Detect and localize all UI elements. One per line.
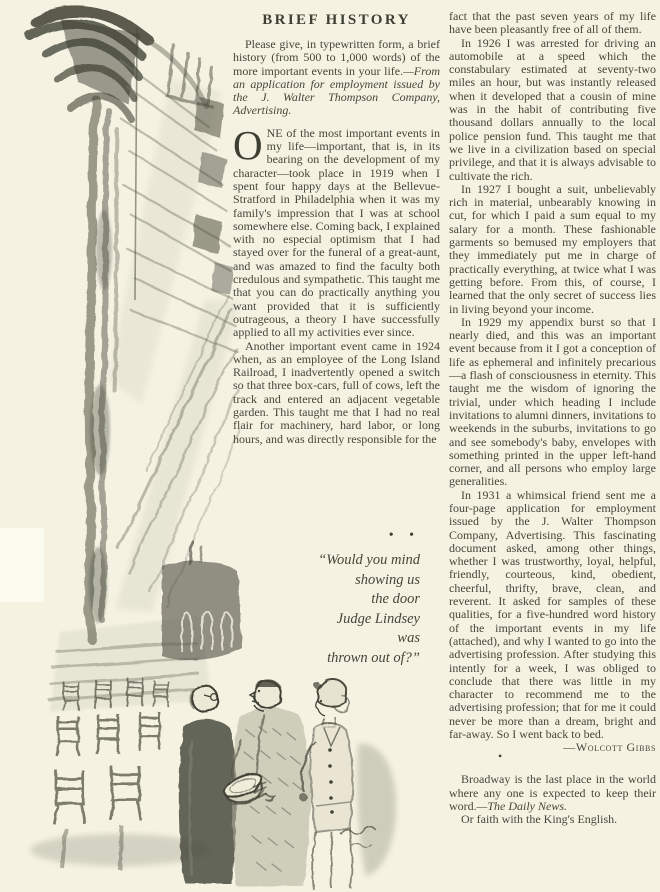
caption-line: showing us bbox=[355, 571, 420, 588]
caption-line: the door bbox=[371, 591, 420, 607]
epigraph bbox=[233, 38, 440, 118]
section-dot-separator: • bbox=[498, 749, 503, 764]
paragraph-1926: In 1926 I was arrested for driving an automobile at a speed which the constabulary estimated at seventy-two miles an hour, but was instantly released when it developed that a cousin of mine was in the habit of contributing five thousand dollars annually to the local police pension fund. This taught me that we live in a civilization based on special privilege, and that it is always advisable to cultivate the rich. bbox=[449, 35, 656, 183]
caption-line: was bbox=[397, 630, 420, 646]
drop-cap: O bbox=[233, 121, 263, 168]
newsbreak-followup: Or faith with the King's English. bbox=[461, 812, 618, 827]
column-right bbox=[449, 10, 656, 827]
woman-figure bbox=[299, 679, 396, 890]
author-byline: —Wolcott Gibbs bbox=[563, 740, 656, 755]
paragraph-1929: In 1929 my appendix burst so that I nearly died, and this was an important event because from it I got a conception of life as ephemeral and infinitely precarious—a flash of consciousness in eternity. This taught me the wisdom of ignoring the trivial, under which heading I include invitations to alumni dinners, invitations to weekends in the suburbs, invitations to go and see somebody's baby, envelopes with something printed in the upper left-hand corner, and all persons who employ large generalities. bbox=[449, 314, 656, 489]
caption-line: Judge Lindsey bbox=[336, 610, 420, 627]
paragraph-one bbox=[233, 121, 440, 340]
tweed-man-figure bbox=[221, 680, 310, 886]
paragraph-1931-text: In 1931 a whimsical friend sent me a four-page application for employment issued by the J. Walter Thompson Company, Advertising. This fascinating document asked, among other things, whether I was trustworthy, loyal, helpful, friendly, courteous, kind, obedient, cheerful, thrifty, brave, clean, and reverent. It asked for samples of these qualities, for a five-hundred word history of the important events in my life (attached), and why I wanted to go into the advertising profession. After studying this intently for a week, I was obliged to conclude that there was little in my character to recommend me to the advertising profession; that for me it could never be more than a dream, bright and far-away. So I went back to bed. bbox=[449, 487, 656, 742]
epigraph-source: —From an application for employment issued by the J. Walter Thompson Company, Advertising. bbox=[233, 63, 440, 118]
caption-line: “Would you mind bbox=[318, 552, 420, 568]
newsbreak-source: —The Daily News. bbox=[476, 798, 568, 813]
caption-dots: • • bbox=[388, 528, 420, 543]
paragraph-one-text: NE of the most important events in my life—important, that is, in its bearing on the development of my character—took place in 1919 when I spent four happy days at the Bellevue-Stratford in Philadelphia when it was my family's impression that I was at school somewhere else. Coming back, I explained with no especial optimism that I had stayed over for the funeral of a great-aunt, and was amazed to find the faculty both credulous and sympathetic. This taught me that you can do practically anything you want provided that it is sufficiently outrageous, a theory I have successfully applied to all my activities ever since. bbox=[233, 125, 440, 340]
newsbreak bbox=[449, 773, 656, 813]
article-title: BRIEF HISTORY bbox=[262, 12, 411, 28]
paragraph-1927: In 1927 I bought a suit, unbelievably rich in material, unbearably knowing in cut, for which I paid a sum equal to my salary for a month. These fashionable garments so bemused my employers that they immediately put me in charge of practically everything, at twice what I was getting before. From this, of course, I learned that the only secret of success lies in living beyond your income. bbox=[449, 181, 656, 316]
paragraph-1931 bbox=[449, 487, 656, 755]
newsbreak-text: Broadway is the last place in the world where any one is expected to keep their word. bbox=[449, 772, 656, 813]
facade-windows bbox=[192, 96, 234, 296]
column-left bbox=[233, 10, 440, 446]
wash-shadow bbox=[357, 744, 396, 876]
scan-light-patch bbox=[0, 528, 44, 602]
epigraph-lead: Please give, in typewritten form, a brief history (from 500 to 1,000 words) of the more important events in your life. bbox=[233, 37, 440, 78]
paragraph-continuation: fact that the past seven years of my life have been pleasantly free of all of them. bbox=[449, 9, 656, 37]
caption-line: thrown out of?” bbox=[327, 649, 420, 666]
paragraph-two: Another important event came in 1924 when, as an employee of the Long Island Railroad, I inadvertently opened a switch so that three box-cars, full of cows, left the track and entered an adjacent vegetable garden. This taught me that I had no real flair for machinery, hard labor, or long hours, and was directly responsible for the bbox=[233, 338, 440, 446]
illustration-caption bbox=[236, 551, 420, 668]
